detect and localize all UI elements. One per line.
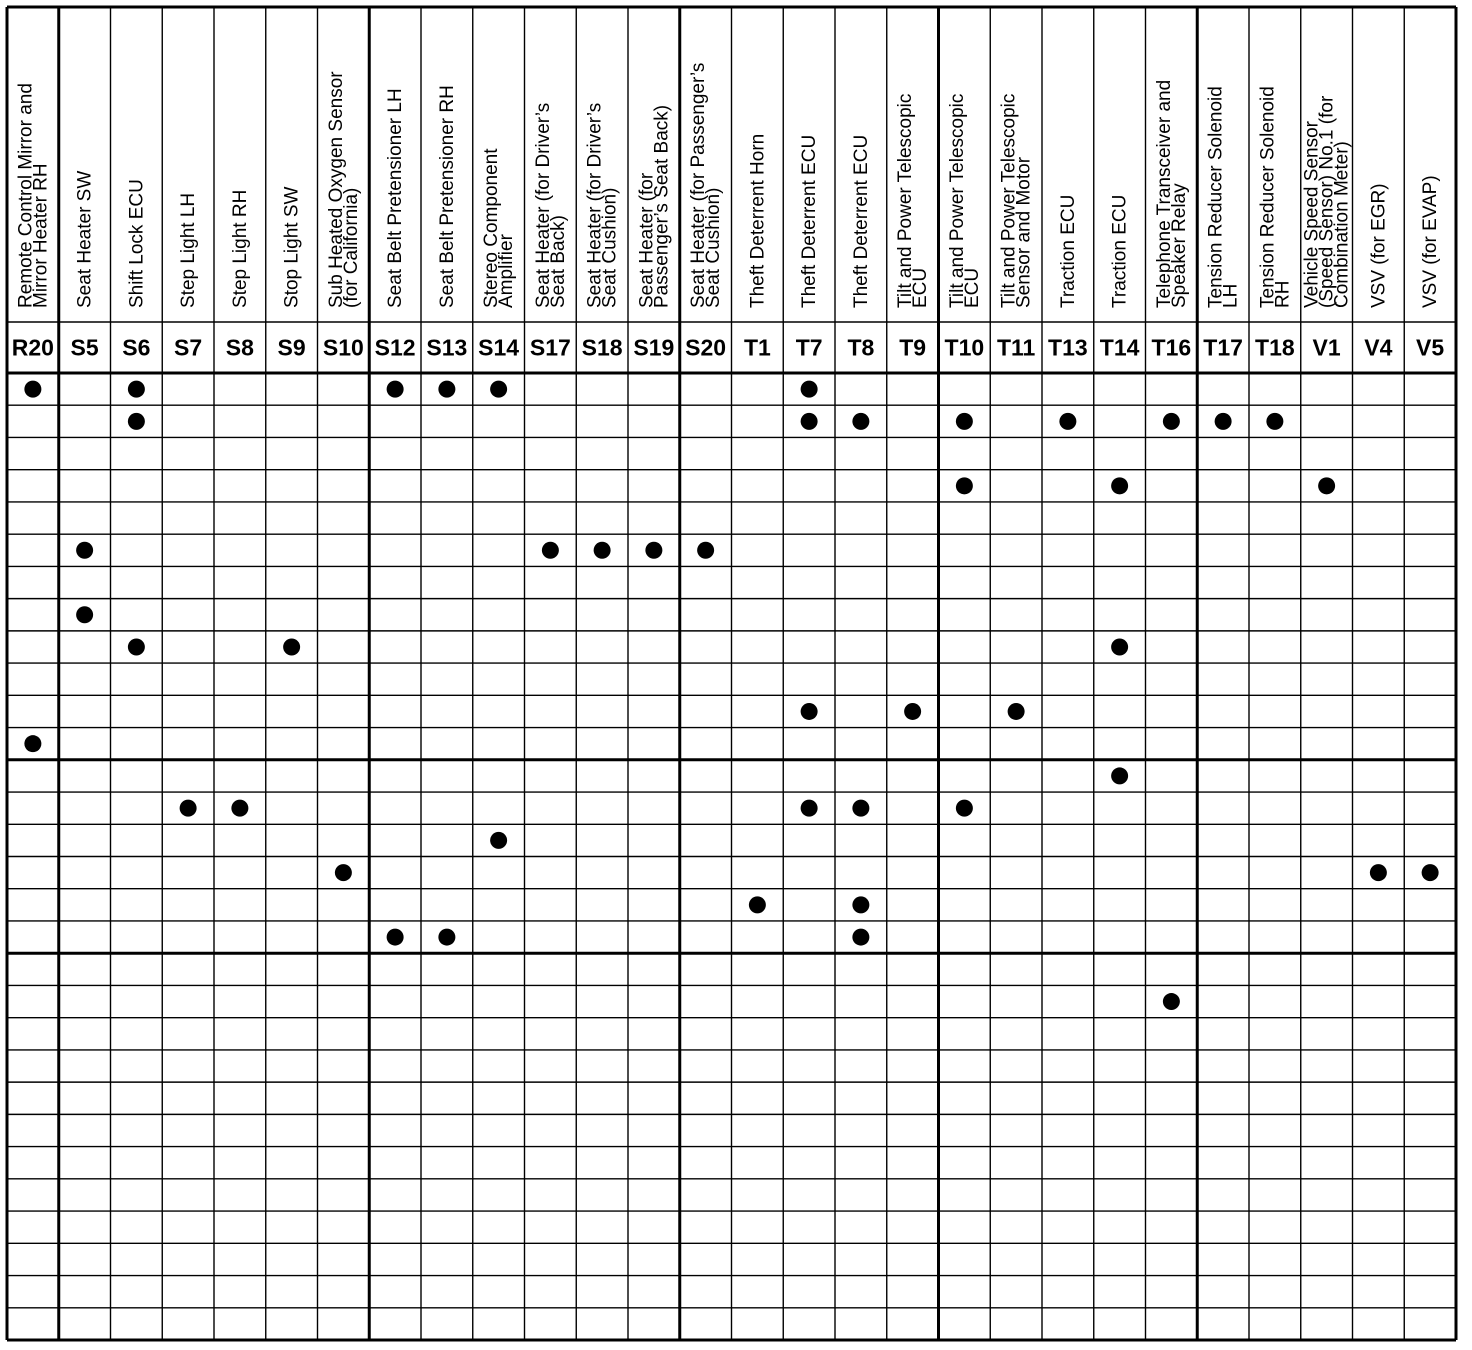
- column-header-label: VSV (for EVAP): [1420, 175, 1442, 308]
- connector-code: S5: [70, 334, 99, 361]
- column-header-label: (for California): [340, 187, 362, 308]
- column-header-label: ECU: [910, 267, 932, 308]
- connector-code: V5: [1416, 334, 1445, 361]
- connector-code: T8: [847, 334, 875, 361]
- location-dot: [801, 703, 818, 720]
- connector-code: T1: [743, 334, 771, 361]
- location-dot: [490, 832, 507, 849]
- connector-code: S9: [277, 334, 306, 361]
- column-header-label: Seat Heater (for Passenger’s: [688, 62, 710, 308]
- location-dot: [904, 703, 921, 720]
- location-dot: [749, 896, 766, 913]
- location-dot: [438, 929, 455, 946]
- column-header-label: LH: [1220, 283, 1242, 308]
- location-dot: [1163, 413, 1180, 430]
- location-dot: [180, 800, 197, 817]
- column-header-label: Tension Reducer Solenoid: [1205, 86, 1227, 308]
- location-dot: [956, 477, 973, 494]
- column-header-label: Seat Heater (for Driver’s: [532, 102, 554, 308]
- connector-code: T9: [899, 334, 927, 361]
- location-dot: [1215, 413, 1232, 430]
- grid-lines: [7, 7, 1456, 1340]
- column-header-label: Seat Cushion): [703, 187, 725, 308]
- location-dot: [1163, 993, 1180, 1010]
- column-header-label: Step Light LH: [178, 192, 200, 308]
- column-header-label: Tilt and Power Telescopic: [895, 93, 917, 308]
- column-header-label: (Speed Sensor) No.1 (for: [1316, 95, 1338, 308]
- location-dot: [801, 800, 818, 817]
- column-header-label: Sub Heated Oxygen Sensor: [325, 71, 347, 308]
- connector-code: T13: [1048, 334, 1088, 361]
- connector-code: T7: [795, 334, 823, 361]
- connector-code: S14: [478, 334, 520, 361]
- column-header-label: Theft Deterrent Horn: [747, 133, 769, 308]
- column-header-label: Seat Belt Pretensioner LH: [385, 88, 407, 308]
- connector-code: S17: [529, 334, 571, 361]
- column-header-label: Theft Deterrent ECU: [799, 134, 821, 308]
- location-dot: [852, 929, 869, 946]
- connector-code: S10: [322, 334, 364, 361]
- location-dot: [645, 542, 662, 559]
- column-header-label: Tension Reducer Solenoid: [1257, 86, 1279, 308]
- column-header-label: Amplifier: [496, 234, 518, 308]
- column-header-label: Seat Heater (for Driver’s: [584, 102, 606, 308]
- column-header-label: Seat Cushion): [599, 187, 621, 308]
- location-dot: [956, 413, 973, 430]
- column-header-label: Seat Heater (for: [636, 172, 658, 308]
- location-dot: [1422, 864, 1439, 881]
- column-header-label: Sensor and Motor: [1013, 156, 1035, 308]
- connector-code: V1: [1312, 334, 1341, 361]
- column-header-label: Shift Lock ECU: [126, 179, 148, 308]
- location-dot: [387, 929, 404, 946]
- location-dot: [438, 381, 455, 398]
- connector-code: V4: [1364, 334, 1393, 361]
- location-dot: [1266, 413, 1283, 430]
- connector-code: R20: [11, 334, 54, 361]
- location-dot: [542, 542, 559, 559]
- connector-code: S6: [122, 334, 151, 361]
- location-dot: [1059, 413, 1076, 430]
- column-header-label: Tilt and Power Telescopic: [998, 93, 1020, 308]
- column-header-label: Seat Back): [547, 215, 569, 308]
- location-dot: [128, 638, 145, 655]
- location-dot: [1111, 477, 1128, 494]
- connector-code: S8: [225, 334, 254, 361]
- connector-code: S19: [633, 334, 675, 361]
- connector-code: S7: [174, 334, 203, 361]
- connector-code: T18: [1255, 334, 1295, 361]
- column-header-label: Traction ECU: [1057, 194, 1079, 308]
- location-dot: [852, 896, 869, 913]
- location-dot: [490, 381, 507, 398]
- connector-code: T17: [1203, 334, 1243, 361]
- column-header-label: Stereo Component: [481, 148, 503, 308]
- location-dot: [128, 381, 145, 398]
- location-dot: [231, 800, 248, 817]
- column-header-label: VSV (for EGR): [1368, 183, 1390, 308]
- column-header-label: Mirror Heater RH: [30, 163, 52, 308]
- connector-code: S12: [374, 334, 416, 361]
- connector-code: S18: [581, 334, 623, 361]
- location-dot: [801, 381, 818, 398]
- location-dot: [1318, 477, 1335, 494]
- location-dot: [852, 800, 869, 817]
- location-dot: [283, 638, 300, 655]
- location-dot: [1111, 767, 1128, 784]
- column-header-label: Tilt and Power Telescopic: [946, 93, 968, 308]
- location-dot: [594, 542, 611, 559]
- column-header-label: Seat Heater SW: [74, 170, 96, 308]
- location-dot: [24, 735, 41, 752]
- column-headers: [15, 63, 1441, 308]
- column-header-label: Passenger’s Seat Back): [651, 104, 673, 308]
- column-header-label: Traction ECU: [1109, 194, 1131, 308]
- location-dot: [24, 381, 41, 398]
- connector-code: S20: [685, 334, 727, 361]
- column-header-label: ECU: [961, 267, 983, 308]
- connector-code: T11: [996, 334, 1036, 361]
- column-header-label: Combination Meter): [1331, 141, 1353, 308]
- connector-code: T10: [944, 334, 985, 361]
- location-dot: [1111, 638, 1128, 655]
- connector-code: T16: [1151, 334, 1192, 361]
- location-dot: [801, 413, 818, 430]
- location-dot: [1008, 703, 1025, 720]
- column-header-label: Step Light RH: [229, 189, 251, 308]
- location-dot: [335, 864, 352, 881]
- location-dot: [76, 542, 93, 559]
- location-dot: [1370, 864, 1387, 881]
- column-header-label: Speaker Relay: [1168, 183, 1190, 308]
- connector-codes: [12, 335, 1445, 361]
- location-dot: [697, 542, 714, 559]
- location-dot: [128, 413, 145, 430]
- location-dot: [956, 800, 973, 817]
- connector-code: S13: [426, 334, 468, 361]
- column-header-label: RH: [1272, 280, 1294, 308]
- column-header-label: Stop Light SW: [281, 186, 303, 308]
- column-header-label: Remote Control Mirror and: [15, 83, 37, 308]
- column-header-label: Telephone Transceiver and: [1153, 79, 1175, 308]
- column-header-label: Vehicle Speed Sensor: [1301, 121, 1323, 308]
- location-dot: [387, 381, 404, 398]
- column-header-label: Seat Belt Pretensioner RH: [436, 85, 458, 308]
- location-dot: [852, 413, 869, 430]
- column-header-label: Theft Deterrent ECU: [850, 134, 872, 308]
- connector-code: T14: [1099, 334, 1140, 361]
- location-dot: [76, 606, 93, 623]
